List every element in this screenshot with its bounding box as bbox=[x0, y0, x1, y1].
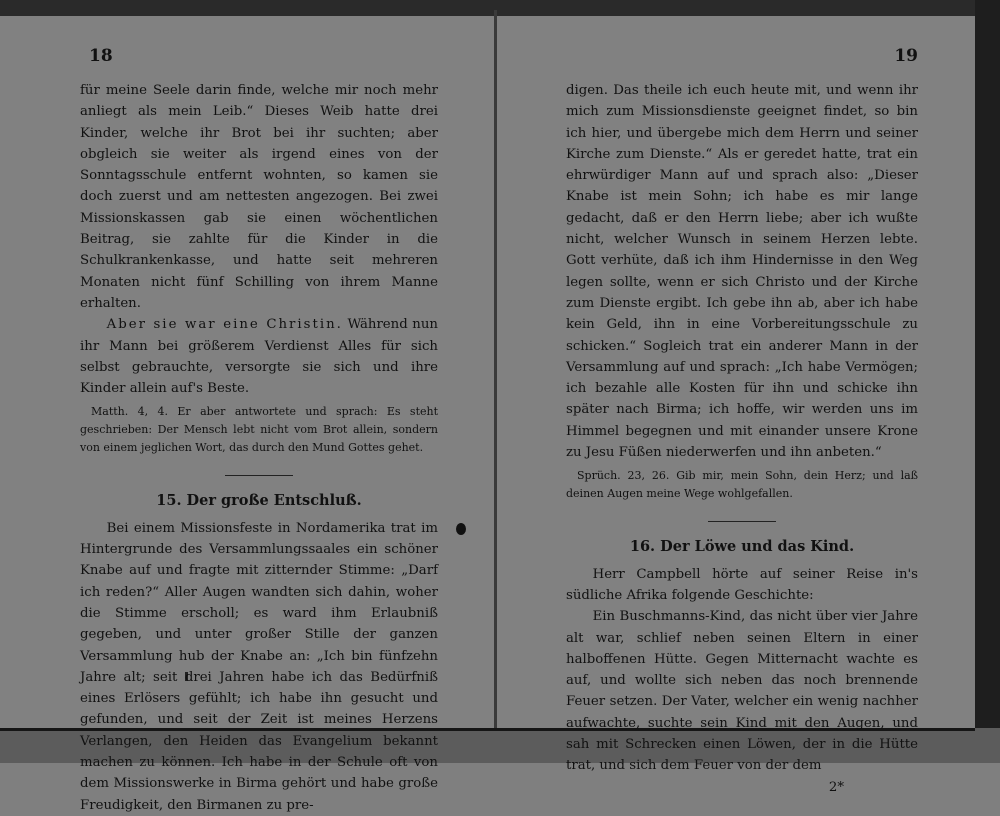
page-number: 19 bbox=[894, 46, 918, 66]
page-body bbox=[566, 80, 918, 798]
paragraph: für meine Seele darin finde, welche mir noch mehr anliegt als mein Leib.“ Dieses Weib hatte drei Kinder, welche ihr Brot bei ihr suchten; aber obgleich sie weiter als irgend eines von der Sonntagsschule entfernt wohnten, so kamen sie doch zuerst und am nettesten angezogen. Bei zwei Missionskassen gab sie einen wöchentlichen Beitrag, sie zahlte für die Kinder in die Schulkrankenkasse, und hatte seit mehreren Monaten nicht fünf Schilling von ihrem Manne erhalten. bbox=[80, 83, 438, 311]
right-page bbox=[566, 40, 918, 795]
left-page bbox=[80, 40, 438, 813]
section-heading: 16. Der Löwe und das Kind. bbox=[629, 538, 855, 556]
section-divider bbox=[708, 521, 776, 522]
section-heading: 15. Der große Entschluß. bbox=[156, 492, 362, 510]
paragraph-text: Während nun ihr Mann bei größerem Verdienst Alles für sich selbst gebrauchte, versorgte sie sich und ihre Kinder allein auf's Beste. bbox=[80, 317, 438, 397]
emphasis-text: Aber sie war eine Christin. bbox=[106, 317, 343, 333]
page-number: 18 bbox=[89, 46, 113, 66]
paragraph: digen. Das theile ich euch heute mit, und wenn ihr mich zum Missionsdienste geeignet findet, so bin ich hier, und übergebe mich dem Herrn und seiner Kirche zum Dienste.“ Als er geredet hatte, trat ein ehrwürdiger Mann auf und sprach also: „Dieser Knabe ist mein Sohn; ich habe es mir lange gedacht, daß er den Herrn liebe; aber ich wußte nicht, welcher Wunsch in seinem Herzen lebte. Gott verhüte, daß ich ihm Hindernisse in den Weg legen sollte, wenn er sich Christo und der Kirche zum Dienste ergibt. Ich gebe ihn ab, aber ich habe kein Geld, ihn in eine Vorbereitungsschule zu schicken.“ Sogleich trat ein anderer Mann in der Versammlung auf und sprach: „Ich habe Vermögen; ich bezahle alle Kosten für ihn und schicke ihn später nach Birma; ich hoffe, wir werden uns im Himmel begegnen und mit einander unsere Krone zu Jesu Füßen niederwerfen und ihn anbeten.“ bbox=[566, 83, 918, 461]
bible-citation: Matth. 4, 4. Er aber antwortete und sprach: Es steht geschrieben: Der Mensch lebt nicht vom Brot allein, sondern von einem jeglichen Wort, das durch den Mund Gottes gehet. bbox=[80, 405, 438, 455]
paragraph bbox=[80, 314, 438, 399]
scan-right-edge bbox=[975, 0, 1000, 763]
signature-mark: 2* bbox=[828, 779, 844, 795]
paragraph: Herr Campbell hörte auf seiner Reise in's südliche Afrika folgende Geschichte: bbox=[566, 566, 918, 603]
section-divider bbox=[225, 475, 293, 476]
scan-top-edge bbox=[0, 0, 1000, 16]
paragraph: Ein Buschmanns-Kind, das nicht über vier Jahre alt war, schlief neben seinen Eltern in einer halboffenen Hütte. Gegen Mitternacht wachte es auf, und wollte sich neben das noch brennende Feuer setzen. Der Vater, welcher ein wenig nachher aufwachte, suchte sein Kind mit den Augen, und sah mit Schrecken einen Löwen, der in die Hütte trat, und sich dem Feuer von der dem bbox=[566, 609, 918, 774]
page-body bbox=[80, 80, 438, 816]
bible-citation: Sprüch. 23, 26. Gib mir, mein Sohn, dein Herz; und laß deinen Augen meine Wege wohlgefallen. bbox=[566, 469, 918, 501]
book-gutter bbox=[494, 10, 497, 728]
ink-blot bbox=[456, 523, 466, 535]
paragraph: Bei einem Missionsfeste in Nordamerika trat im Hintergrunde des Versammlungssaales ein schöner Knabe auf und fragte mit zitternder Stimme: „Darf ich reden?“ Aller Augen wandten sich dahin, woher die Stimme erscholl; es ward ihm Erlaubniß gegeben, und unter großer Stille der ganzen Versammlung hub der Knabe an: „Ich bin fünfzehn Jahre alt; seit drei Jahren habe ich das Bedürfniß eines Erlösers gefühlt; ich habe ihn gesucht und gefunden, und seit der Zeit ist meines Herzens Verlangen, den Heiden das Evangelium bekannt machen zu können. Ich habe in der Schule oft von dem Missionswerke in Birma gehört und habe große Freudigkeit, den Birmanen zu pre- bbox=[80, 520, 438, 813]
